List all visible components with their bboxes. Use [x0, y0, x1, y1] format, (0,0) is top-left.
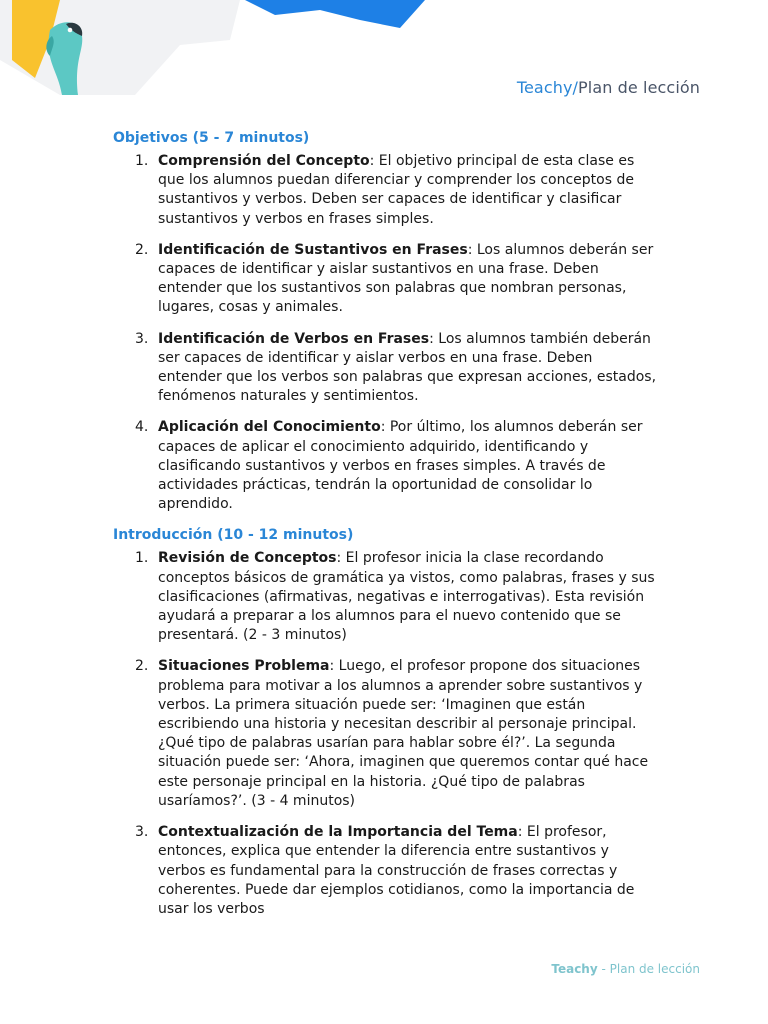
- item-term: Revisión de Conceptos: [158, 550, 337, 567]
- item-text: : Los alumnos deberán ser capaces de identificar y aislar sustantivos en una frase. Deben entender que los sustantivos son palabras que nombran personas, lugares, cosas y animales.: [158, 241, 654, 316]
- objectives-list: [113, 152, 658, 514]
- item-term: Identificación de Verbos en Frases: [158, 330, 430, 347]
- item-term: Aplicación del Conocimiento: [158, 419, 381, 436]
- lesson-plan-content: [113, 129, 658, 931]
- brand-separator: /: [572, 78, 579, 97]
- introduction-list: [113, 549, 658, 919]
- list-item: [113, 330, 658, 407]
- page-footer: [551, 962, 700, 976]
- item-term: Situaciones Problema: [158, 658, 330, 675]
- section-introduccion: [113, 526, 658, 919]
- item-term: Identificación de Sustantivos en Frases: [158, 241, 468, 258]
- footer-separator: -: [597, 962, 610, 976]
- item-text: : Por último, los alumnos deberán ser capaces de aplicar el conocimiento adquirido, identificando y clasificando sustantivos y verbos en frases simples. A través de actividades prácticas, tendrán la oportunidad de consolidar lo aprendido.: [158, 419, 643, 513]
- item-number: 2.: [135, 658, 149, 675]
- section-title: Objetivos (5 - 7 minutos): [113, 130, 310, 146]
- item-number: 1.: [135, 550, 149, 567]
- item-number: 2.: [135, 241, 149, 258]
- document-brand-title: [517, 78, 700, 97]
- list-item: [113, 549, 658, 645]
- item-term: Contextualización de la Importancia del Tema: [158, 824, 518, 841]
- list-item: [113, 418, 658, 514]
- item-number: 3.: [135, 330, 149, 347]
- item-text: : Luego, el profesor propone dos situaciones problema para motivar a los alumnos a aprender sobre sustantivos y verbos. La primera situación puede ser: ‘Imaginen que están escribiendo una historia y necesitan describir al personaje principal. ¿Qué tipo de palabras usarían para hablar sobre él?’. La segunda situación puede ser: ‘Ahora, imaginen que queremos contar qué hace este personaje principal en la historia. ¿Qué tipo de palabras usaríamos?’. (3 - 4 minutos): [158, 658, 649, 809]
- footer-brand: Teachy: [551, 962, 598, 976]
- item-number: 1.: [135, 153, 149, 169]
- list-item: [113, 241, 658, 318]
- item-text: : El profesor, entonces, explica que entender la diferencia entre sustantivos y verbos es fundamental para la construcción de frases correctas y coherentes. Puede dar ejemplos cotidianos, como la importancia de usar los verbos: [158, 824, 635, 917]
- list-item: [113, 657, 658, 811]
- item-text: : Los alumnos también deberán ser capaces de identificar y aislar verbos en una frase. Deben entender que los verbos son palabras que expresan acciones, estados, fenómenos naturales y sentimientos.: [158, 330, 657, 405]
- footer-document-type: Plan de lección: [609, 962, 700, 976]
- item-text: : El objetivo principal de esta clase es que los alumnos puedan diferenciar y comprender los conceptos de sustantivos y verbos. Deben ser capaces de identificar y clasificar sustantivos y verbos en frases simples.: [158, 153, 635, 227]
- item-text: : El profesor inicia la clase recordando conceptos básicos de gramática ya vistos, como palabras, frases y sus clasificaciones (afirmativas, negativas e interrogativas). Esta revisión ayudará a preparar a los alumnos para el nuevo contenido que se presentará. (2 - 3 minutos): [158, 550, 655, 644]
- list-item: [113, 152, 658, 229]
- item-term: Comprensión del Concepto: [158, 153, 370, 169]
- brand-name: Teachy: [516, 78, 573, 97]
- item-number: 4.: [135, 419, 149, 436]
- section-objetivos: [113, 129, 658, 514]
- list-item: [113, 823, 658, 919]
- section-title: Introducción (10 - 12 minutos): [113, 527, 354, 544]
- item-number: 3.: [135, 824, 149, 841]
- document-type: Plan de lección: [578, 78, 700, 97]
